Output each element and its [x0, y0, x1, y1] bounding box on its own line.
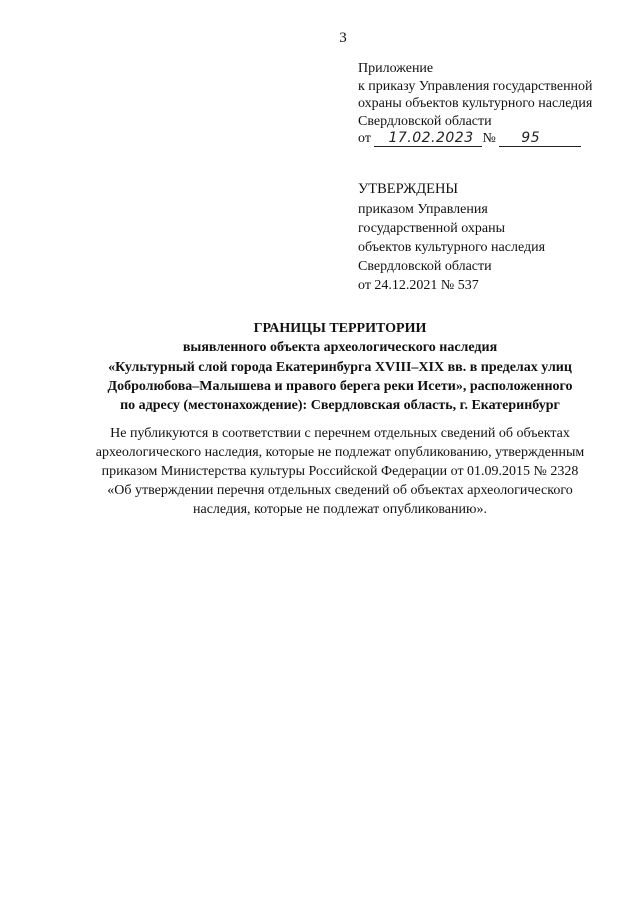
- approved-line-5: от 24.12.2021 № 537: [358, 278, 479, 293]
- body-line-1: Не публикуются в соответствии с перечнем отдельных сведений об объектах: [110, 426, 570, 441]
- document-title: [60, 319, 620, 415]
- title-line-4: Добролюбова–Малышева и правого берега реки Исети», расположенного: [107, 378, 573, 394]
- approved-line-4: Свердловской области: [358, 259, 492, 274]
- number-prefix: №: [482, 131, 496, 146]
- appendix-line-2: к приказу Управления государственной: [358, 78, 593, 94]
- appendix-line-3: охраны объектов культурного наследия: [358, 96, 593, 111]
- title-line-3: «Культурный слой города Екатеринбурга XVIII–XIX вв. в пределах улиц: [108, 359, 572, 375]
- appendix-line-1: Приложение: [358, 61, 434, 76]
- title-line-1: ГРАНИЦЫ ТЕРРИТОРИИ: [253, 321, 427, 336]
- handwritten-number: 95: [521, 130, 541, 146]
- title-line-2: выявленного объекта археологического наследия: [182, 340, 498, 356]
- body-line-4: «Об утверждении перечня отдельных сведений об объектах археологического: [107, 483, 573, 498]
- body-paragraph: [60, 424, 620, 519]
- approved-line-3: объектов культурного наследия: [358, 240, 546, 255]
- page-number: 3: [339, 30, 347, 46]
- date-prefix: от: [358, 131, 371, 146]
- approved-line-1: приказом Управления: [358, 202, 488, 217]
- title-line-5: по адресу (местонахождение): Свердловская область, г. Екатеринбург: [120, 398, 560, 414]
- approved-line-2: государственной охраны: [358, 221, 506, 236]
- body-line-2: археологического наследия, которые не подлежат опубликованию, утвержденным: [95, 445, 585, 460]
- handwritten-date: 17.02.2023: [388, 130, 474, 146]
- approved-heading: УТВЕРЖДЕНЫ: [358, 181, 459, 197]
- appendix-date-line: [358, 130, 593, 148]
- approved-block: [358, 180, 545, 295]
- appendix-block: [358, 60, 593, 148]
- body-line-5: наследия, которые не подлежат опубликованию».: [193, 502, 487, 517]
- number-field: [499, 131, 581, 147]
- appendix-line-4: Свердловской области: [358, 113, 492, 129]
- body-line-3: приказом Министерства культуры Российской Федерации от 01.09.2015 № 2328: [101, 464, 579, 479]
- date-field: [374, 131, 482, 147]
